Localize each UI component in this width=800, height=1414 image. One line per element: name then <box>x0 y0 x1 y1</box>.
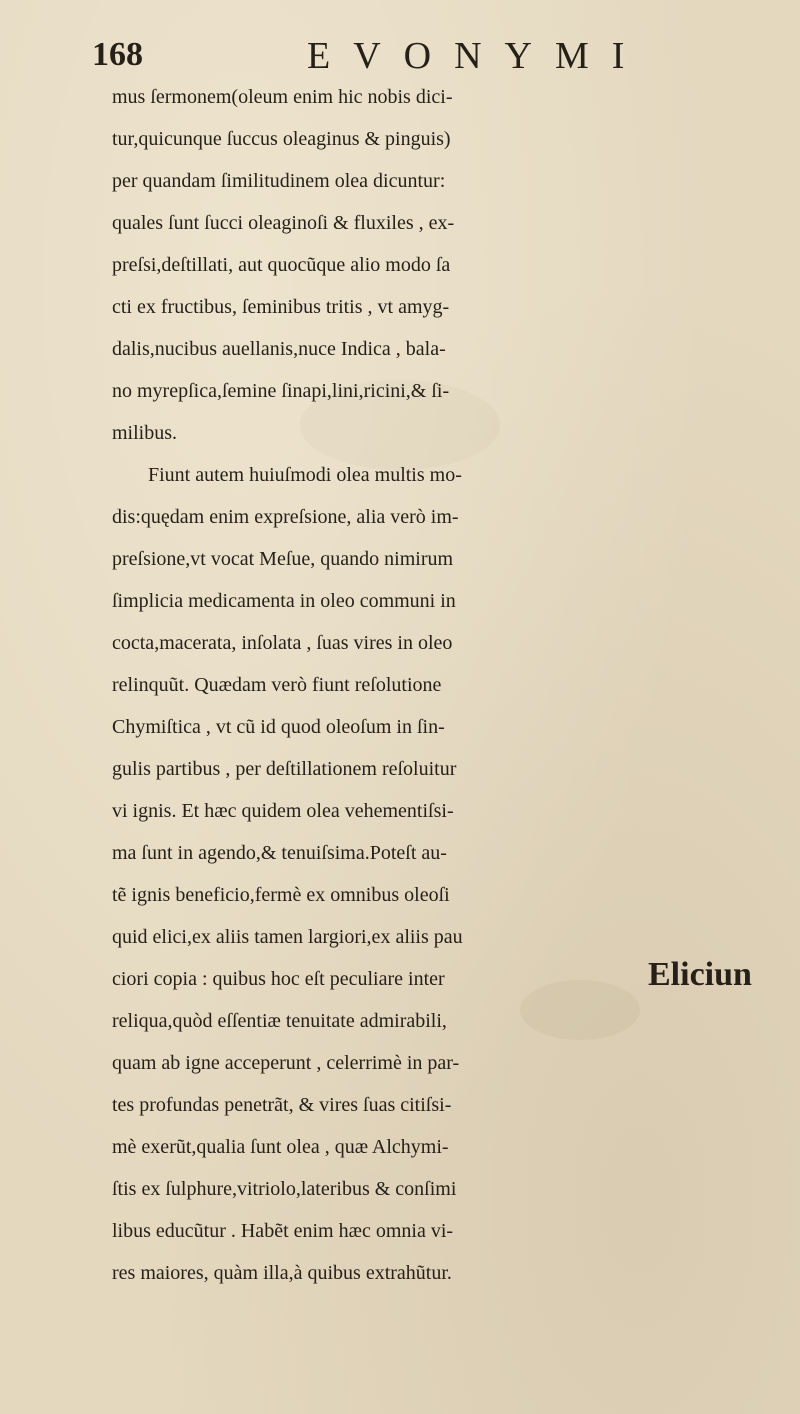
text-line: preſsione,vt vocat Meſue, quando nimirum <box>112 548 454 570</box>
text-line: quales ſunt ſucci oleaginoſi & fluxiles , ex- <box>112 212 455 234</box>
text-line: ſtis ex ſulphure,vitriolo,lateribus & conſimi <box>112 1178 457 1200</box>
text-line: vi ignis. Et hæc quidem olea vehementiſsi- <box>112 800 454 822</box>
text-line: quam ab igne acceperunt , celerrimè in par- <box>112 1052 460 1074</box>
text-line: ſimplicia medicamenta in oleo communi in <box>112 590 456 612</box>
text-line: tẽ ignis beneficio,fermè ex omnibus oleoſi <box>112 884 450 906</box>
text-line: no myrepſica,ſemine ſinapi,lini,ricini,& ſi- <box>112 380 450 402</box>
text-line: gulis partibus , per deſtillationem reſoluitur <box>112 758 457 780</box>
page-number: 168 <box>92 36 143 73</box>
text-line: quid elici,ex aliis tamen largiori,ex aliis pau <box>112 926 463 948</box>
text-line: dis:quędam enim expreſsione, alia verò im- <box>112 506 459 528</box>
text-line: libus educũtur . Habẽt enim hæc omnia vi- <box>112 1220 454 1242</box>
text-line: dalis,nucibus auellanis,nuce Indica , bala- <box>112 338 446 360</box>
text-line: preſsi,deſtillati, aut quocũque alio modo ſa <box>112 254 451 276</box>
text-line: ma ſunt in agendo,& tenuiſsima.Poteſt au- <box>112 842 447 864</box>
text-line: res maiores, quàm illa,à quibus extrahũtur. <box>112 1262 452 1284</box>
text-line: tur,quicunque ſuccus oleaginus & pinguis) <box>112 128 451 150</box>
text-line-paragraph-start: Fiunt autem huiuſmodi olea multis mo- <box>148 464 462 486</box>
text-line: cti ex fructibus, ſeminibus tritis , vt amyg- <box>112 296 450 318</box>
text-line: Chymiſtica , vt cũ id quod oleoſum in ſin- <box>112 716 445 738</box>
page-header <box>92 28 752 78</box>
text-line: tes profundas penetrãt, & vires ſuas citiſsi- <box>112 1094 452 1116</box>
text-line: cocta,macerata, inſolata , ſuas vires in oleo <box>112 632 453 654</box>
catchword: Eliciun <box>648 956 752 993</box>
text-line: ciori copia : quibus hoc eſt peculiare inter <box>112 968 445 990</box>
text-line: mus ſermonem(oleum enim hic nobis dici- <box>112 86 453 108</box>
running-head: EVONYMI <box>307 35 648 77</box>
text-line: per quandam ſimilitudinem olea dicuntur: <box>112 170 446 192</box>
text-line: milibus. <box>112 422 178 444</box>
text-line: reliqua,quòd eſſentiæ tenuitate admirabili, <box>112 1010 447 1032</box>
text-line: mè exerũt,qualia ſunt olea , quæ Alchymi- <box>112 1136 449 1158</box>
text-line: relinquũt. Quædam verò fiunt reſolutione <box>112 674 442 696</box>
body-text <box>112 76 792 1294</box>
